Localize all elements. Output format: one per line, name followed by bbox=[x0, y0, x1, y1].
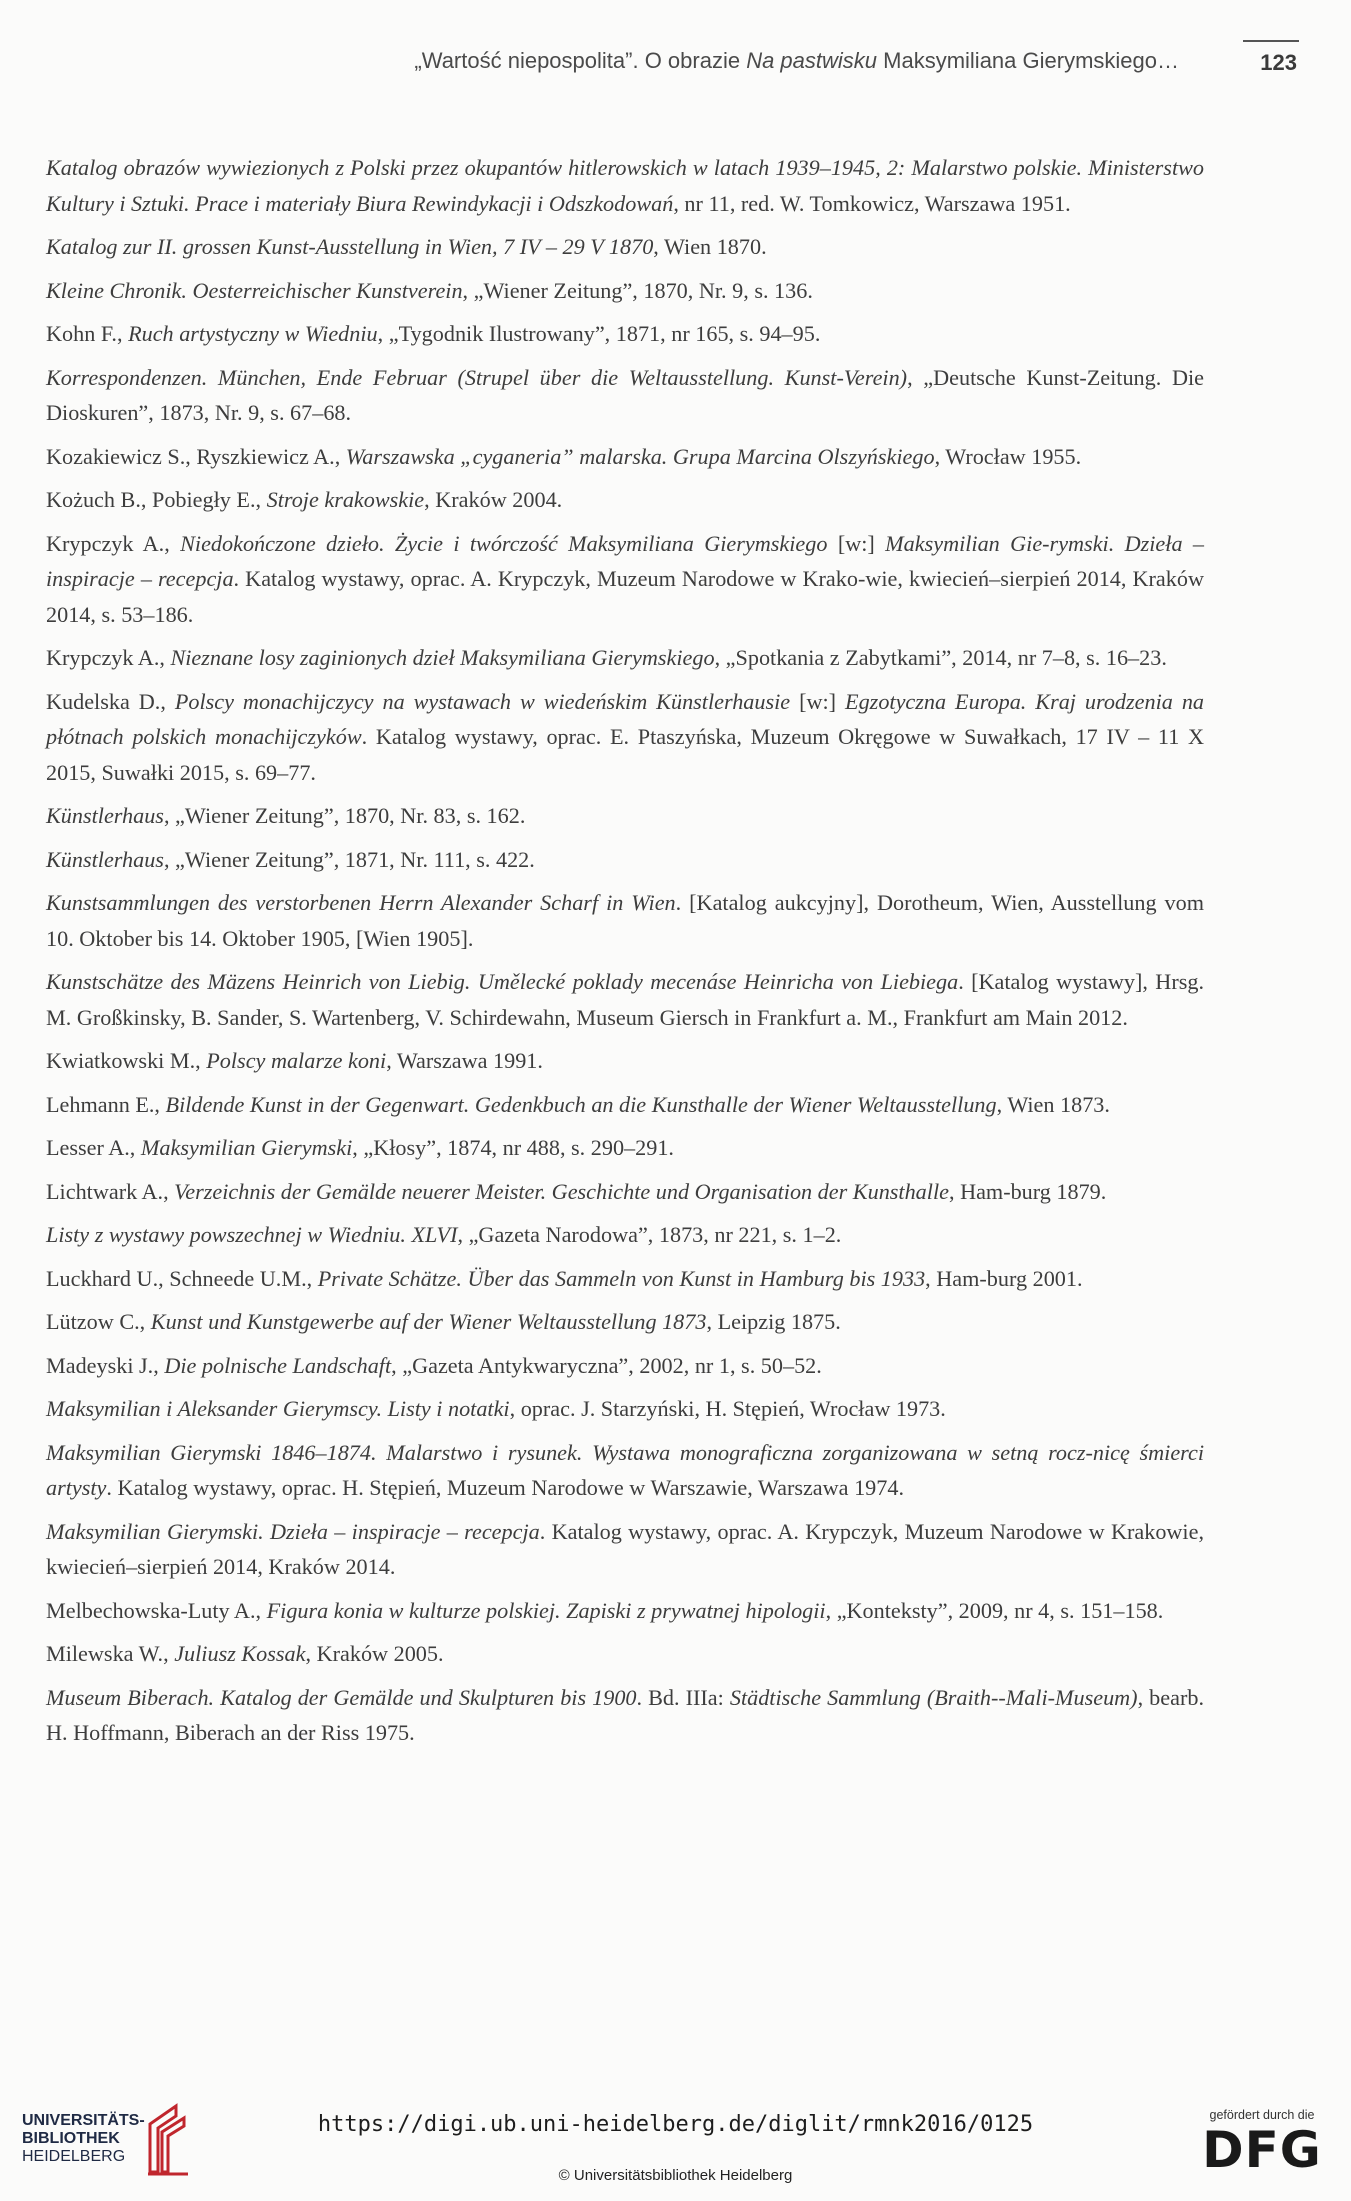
bibliography-entry: Lützow C., Kunst und Kunstgewerbe auf der Wiener Weltausstellung 1873, Leipzig 1875. bbox=[46, 1309, 841, 1334]
dfg-block bbox=[1199, 2108, 1325, 2179]
bibliography-entry: Künstlerhaus, „Wiener Zeitung”, 1871, Nr. 111, s. 422. bbox=[46, 846, 535, 872]
bibliography-entry: Maksymilian Gierymski 1846–1874. Malarstwo i rysunek. Wystawa monograficzna zorganizowana w setną rocz-nicę śmierci artysty. Katalog wystawy, oprac. H. Stępień, Muzeum Narodowe w Warszawie, Warszawa 1974. bbox=[46, 1439, 1204, 1500]
bibliography-entry: Kwiatkowski M., Polscy malarze koni, Warszawa 1991. bbox=[46, 1048, 543, 1073]
bibliography-entry: Madeyski J., Die polnische Landschaft, „Gazeta Antykwaryczna”, 2002, nr 1, s. 50–52. bbox=[46, 1352, 822, 1378]
page-number: 123 bbox=[1260, 50, 1297, 75]
bibliography-entry: Krypczyk A., Nieznane losy zaginionych dzieł Maksymiliana Gierymskiego, „Spotkania z Zabytkami”, 2014, nr 7–8, s. 16–23. bbox=[46, 645, 1167, 670]
bibliography-entry: Lesser A., Maksymilian Gierymski, „Kłosy”, 1874, nr 488, s. 290–291. bbox=[46, 1135, 674, 1160]
library-line-3: HEIDELBERG bbox=[22, 2148, 126, 2165]
bibliography-entry: Korrespondenzen. München, Ende Februar (Strupel über die Weltausstellung. Kunst-Verein), „Deutsche Kunst-Zeitung. Die Dioskuren”, 1873, Nr. 9, s. 67–68. bbox=[46, 364, 1204, 425]
bibliography-entry: Lichtwark A., Verzeichnis der Gemälde neuerer Meister. Geschichte und Organisation der Kunsthalle, Ham-burg 1879. bbox=[46, 1178, 1107, 1204]
bibliography-entry: Maksymilian Gierymski. Dzieła – inspiracje – recepcja. Katalog wystawy, oprac. A. Krypczyk, Muzeum Narodowe w Krakowie, kwiecień–sierpień 2014, Kraków 2014. bbox=[46, 1518, 1204, 1579]
bibliography-entry: Kunstschätze des Mäzens Heinrich von Liebig. Umělecké poklady mecenáse Heinricha von Liebiega. [Katalog wystawy], Hrsg. M. Großkinsky, B. Sander, S. Wartenberg, V. Schirdewahn, Museum Giersch in Frankfurt a. M., Frankfurt am Main 2012. bbox=[46, 969, 1204, 1030]
running-head-pre: „Wartość niepospolita”. O obrazie bbox=[414, 48, 747, 73]
running-head bbox=[414, 48, 1179, 74]
bibliography-entry: Krypczyk A., Niedokończone dzieło. Życie i twórczość Maksymiliana Gierymskiego [w:] Maksymilian Gie-rymski. Dzieła – inspiracje – recepcja. Katalog wystawy, oprac. A. Krypczyk, Muzeum Narodowe w Krako-wie, kwiecień–sierpień 2014, Kraków 2014, s. 53–186. bbox=[46, 530, 1205, 627]
bibliography-list bbox=[46, 150, 1204, 1751]
bibliography-entry: Katalog zur II. grossen Kunst-Ausstellung in Wien, 7 IV – 29 V 1870, Wien 1870. bbox=[46, 234, 767, 259]
running-head-italic: Na pastwisku bbox=[746, 48, 878, 73]
dfg-caption: gefördert durch die bbox=[1209, 2108, 1315, 2122]
bibliography-entry: Kozakiewicz S., Ryszkiewicz A., Warszawska „cyganeria” malarska. Grupa Marcina Olszyńskiego, Wrocław 1955. bbox=[46, 443, 1082, 469]
bibliography-entry: Kudelska D., Polscy monachijczycy na wystawach w wiedeńskim Künstlerhausie [w:] Egzotyczna Europa. Kraj urodzenia na płótnach polskich monachijczyków. Katalog wystawy, oprac. E. Ptaszyńska, Muzeum Okręgowe w Suwałkach, 17 IV – 11 X 2015, Suwałki 2015, s. 69–77. bbox=[46, 688, 1205, 785]
bibliography-entry: Kunstsammlungen des verstorbenen Herrn Alexander Scharf in Wien. [Katalog aukcyjny], Dorotheum, Wien, Ausstellung vom 10. Oktober bis 14. Oktober 1905, [Wien 1905]. bbox=[46, 890, 1204, 951]
bibliography-entry: Milewska W., Juliusz Kossak, Kraków 2005. bbox=[46, 1641, 444, 1666]
library-line-1: UNIVERSITÄTS- bbox=[22, 2112, 145, 2129]
running-head-post: Maksymiliana Gierymskiego… bbox=[877, 48, 1179, 73]
bibliography-entry: Künstlerhaus, „Wiener Zeitung”, 1870, Nr. 83, s. 162. bbox=[46, 803, 526, 828]
dfg-logo: DFG bbox=[1202, 2121, 1322, 2179]
bibliography-entry: Katalog obrazów wywiezionych z Polski przez okupantów hitlerowskich w latach 1939–1945, 2: Malarstwo polskie. Ministerstwo Kultury i Sztuki. Prace i materiały Biura Rewindykacji i Odszkodowań, nr 11, red. W. Tomkowicz, Warszawa 1951. bbox=[46, 155, 1204, 216]
bibliography-entry: Maksymilian i Aleksander Gierymscy. Listy i notatki, oprac. J. Starzyński, H. Stępień, Wrocław 1973. bbox=[46, 1396, 946, 1421]
bibliography-entry: Melbechowska-Luty A., Figura konia w kulturze polskiej. Zapiski z prywatnej hipologii, „Konteksty”, 2009, nr 4, s. 151–158. bbox=[46, 1597, 1164, 1623]
bibliography-entry: Kleine Chronik. Oesterreichischer Kunstverein, „Wiener Zeitung”, 1870, Nr. 9, s. 136. bbox=[46, 277, 813, 303]
bibliography-entry: Luckhard U., Schneede U.M., Private Schätze. Über das Sammeln von Kunst in Hamburg bis 1933, Ham-burg 2001. bbox=[46, 1265, 1083, 1291]
bibliography-entry: Museum Biberach. Katalog der Gemälde und Skulpturen bis 1900. Bd. IIIa: Städtische Sammlung (Braith--Mali-Museum), bearb. H. Hoffmann, Biberach an der Riss 1975. bbox=[46, 1684, 1204, 1745]
bibliography-entry: Kożuch B., Pobiegły E., Stroje krakowskie, Kraków 2004. bbox=[46, 487, 563, 512]
bibliography-entry: Lehmann E., Bildende Kunst in der Gegenwart. Gedenkbuch an die Kunsthalle der Wiener Weltausstellung, Wien 1873. bbox=[46, 1091, 1110, 1117]
footer-url-link[interactable]: https://digi.ub.uni-heidelberg.de/diglit/rmnk2016/0125 bbox=[317, 2112, 1034, 2137]
bibliography-entry: Listy z wystawy powszechnej w Wiedniu. XLVI, „Gazeta Narodowa”, 1873, nr 221, s. 1–2. bbox=[46, 1222, 842, 1247]
page-number-rule bbox=[1243, 40, 1299, 42]
footer-copyright: © Universitätsbibliothek Heidelberg bbox=[558, 2167, 793, 2184]
bibliography-entry: Kohn F., Ruch artystyczny w Wiedniu, „Tygodnik Ilustrowany”, 1871, nr 165, s. 94–95. bbox=[46, 321, 821, 346]
library-line-2: BIBLIOTHEK bbox=[22, 2130, 120, 2147]
